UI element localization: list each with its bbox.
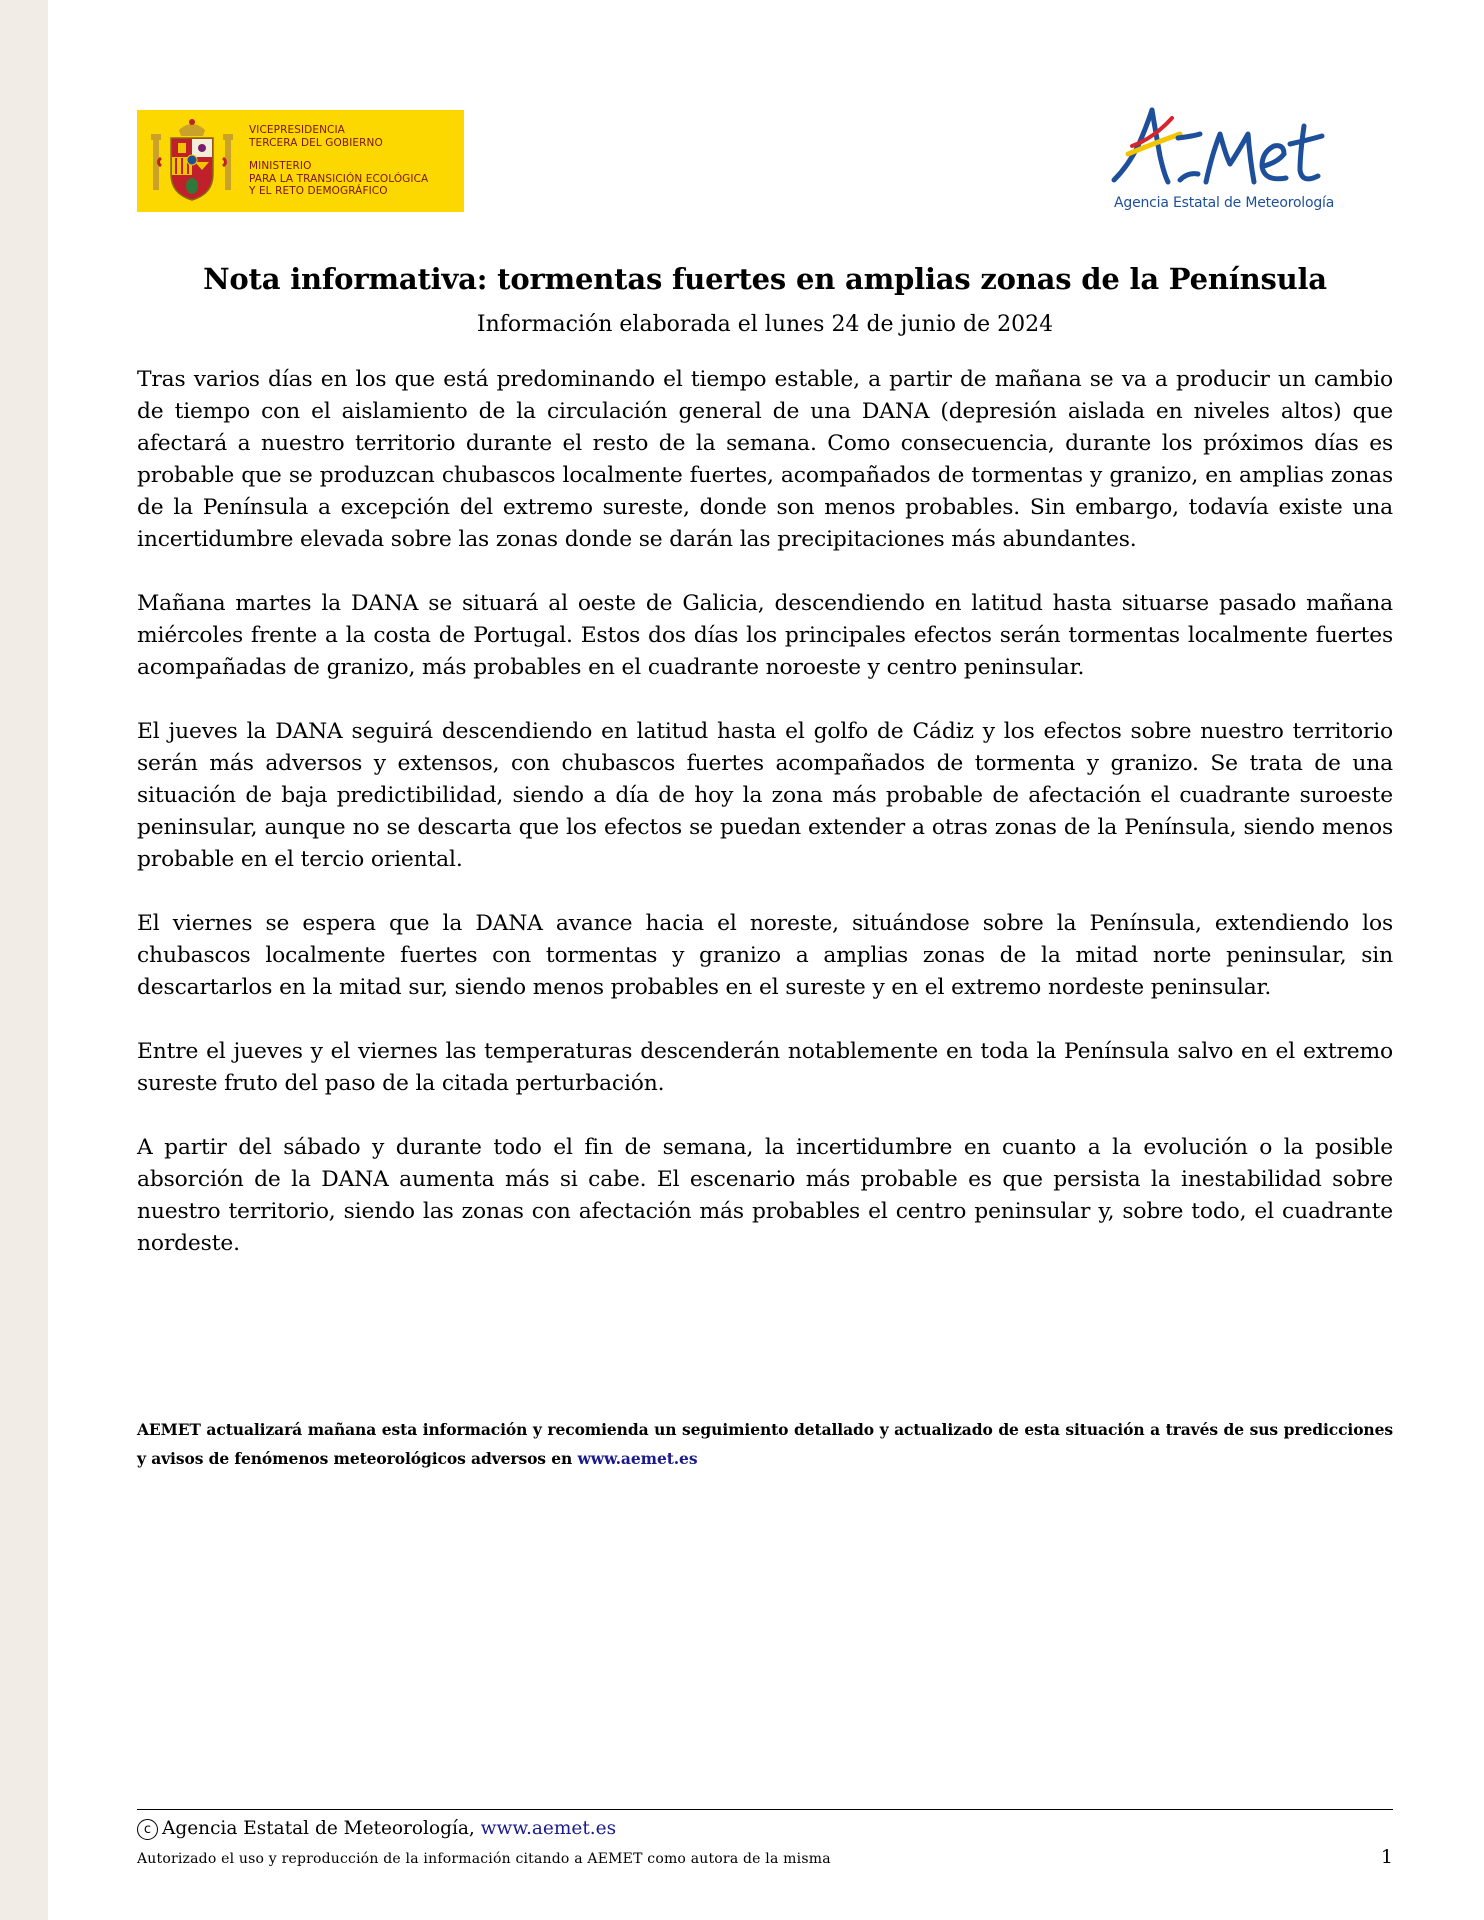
- paragraph: Entre el jueves y el viernes las temperaturas descenderán notablemente en toda la Península salvo en el extremo sureste fruto del paso de la citada perturbación.: [137, 1039, 1393, 1096]
- update-note-text: AEMET actualizará mañana esta información y recomienda un seguimiento detallado y actualizado de esta situación a través de sus predicciones y avisos de fenómenos meteorológicos adversos en: [137, 1420, 1393, 1468]
- copyright-icon: c: [137, 1819, 158, 1840]
- footer-authorization: Autorizado el uso y reproducción de la información citando a AEMET como autora de la misma: [137, 1851, 831, 1867]
- paragraph: A partir del sábado y durante todo el fin de semana, la incertidumbre en cuanto a la evolución o la posible absorción de la DANA aumenta más si cabe. El escenario más probable es que persista la inestabilidad sobre nuestro territorio, siendo las zonas con afectación más probables el centro peninsular y, sobre todo, el cuadrante nordeste.: [137, 1135, 1393, 1256]
- paragraph: El viernes se espera que la DANA avance hacia el noreste, situándose sobre la Península, extendiendo los chubascos localmente fuertes con tormentas y granizo a amplias zonas de la mitad norte peninsular, sin descartarlos en la mitad sur, siendo menos probables en el sureste y en el extremo nordeste peninsular.: [137, 911, 1393, 1000]
- ministry-name: [249, 124, 428, 198]
- government-logo: [137, 110, 464, 212]
- footer-copyright: [137, 1818, 616, 1840]
- gov-line-3: MINISTERIO: [249, 160, 312, 173]
- paragraph: El jueves la DANA seguirá descendiendo en latitud hasta el golfo de Cádiz y los efectos sobre nuestro territorio serán más adversos y extensos, con chubascos fuertes acompañados de tormenta y granizo. Se trata de una situación de baja predictibilidad, siendo a día de hoy la zona más probable de afectación el cuadrante suroeste peninsular, aunque no se descarta que los efectos se puedan extender a otras zonas de la Península, siendo menos probable en el tercio oriental.: [137, 719, 1393, 872]
- page-number: 1: [1380, 1846, 1393, 1868]
- paragraph: Tras varios días en los que está predominando el tiempo estable, a partir de mañana se va a producir un cambio de tiempo con el aislamiento de la circulación general de una DANA (depresión aislada en niveles altos) que afectará a nuestro territorio durante el resto de la semana. Como consecuencia, durante los próximos días es probable que se produzcan chubascos localmente fuertes, acompañados de tormentas y granizo, en amplias zonas de la Península a excepción del extremo sureste, donde son menos probables. Sin embargo, todavía existe una incertidumbre elevada sobre las zonas donde se darán las precipitaciones más abundantes.: [137, 367, 1393, 552]
- paragraph: Mañana martes la DANA se situará al oeste de Galicia, descendiendo en latitud hasta situarse pasado mañana miércoles frente a la costa de Portugal. Estos dos días los principales efectos serán tormentas localmente fuertes acompañadas de granizo, más probables en el cuadrante noroeste y centro peninsular.: [137, 591, 1393, 680]
- aemet-website-link[interactable]: www.aemet.es: [577, 1449, 698, 1468]
- footer-divider: [137, 1809, 1393, 1810]
- coat-of-arms-icon: [149, 116, 235, 206]
- gov-line-4: PARA LA TRANSICIÓN ECOLÓGICA: [249, 172, 429, 185]
- aemet-logo-subtitle: Agencia Estatal de Meteorología: [1114, 195, 1335, 211]
- copyright-text: Agencia Estatal de Meteorología,: [162, 1818, 481, 1839]
- document-page: [48, 0, 1484, 1920]
- body-text: [137, 364, 1393, 1292]
- gov-line-5: Y EL RETO DEMOGRÁFICO: [249, 185, 388, 198]
- footer-website-link[interactable]: www.aemet.es: [480, 1818, 617, 1839]
- page-title: Nota informativa: tormentas fuertes en amplias zonas de la Península: [203, 262, 1327, 296]
- gov-line-2: TERCERA DEL GOBIERNO: [249, 136, 383, 149]
- page-subtitle: Información elaborada el lunes 24 de junio de 2024: [476, 312, 1054, 337]
- update-note: [137, 1415, 1393, 1473]
- gov-line-1: VICEPRESIDENCIA: [249, 124, 345, 137]
